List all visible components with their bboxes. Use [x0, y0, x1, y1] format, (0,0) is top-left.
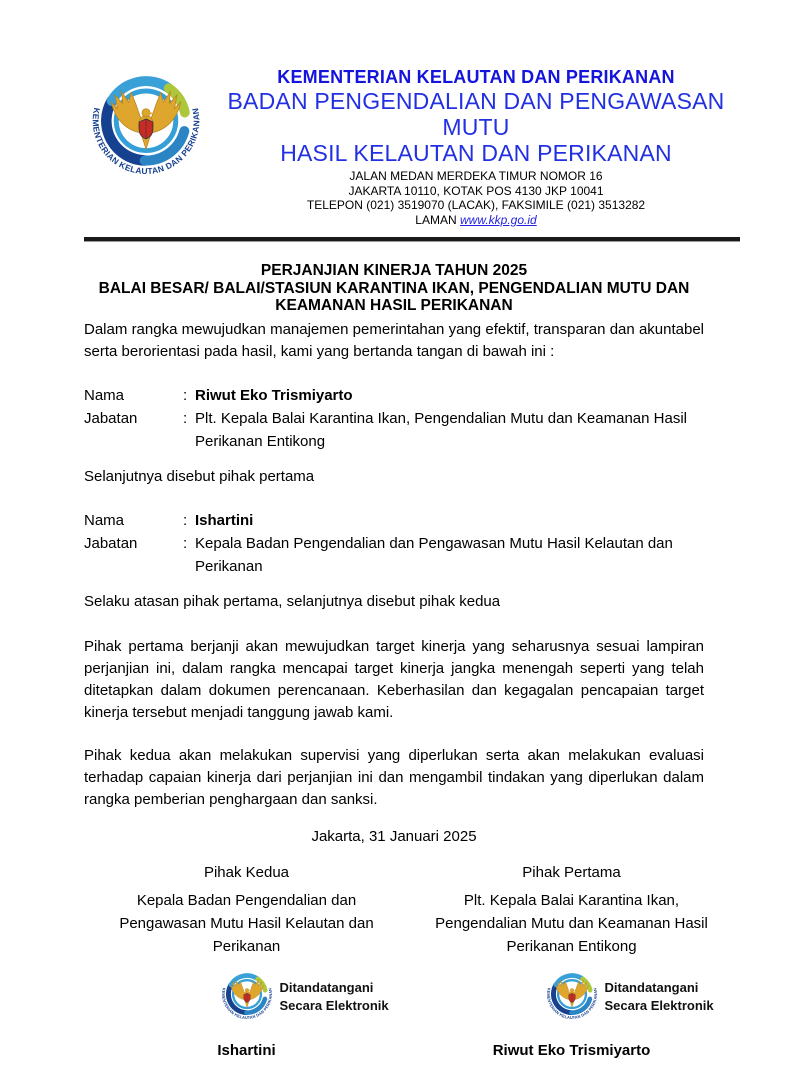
second-party-signature — [84, 864, 409, 1059]
supervision-paragraph: Pihak kedua akan melakukan supervisi yang diperlukan serta akan melakukan evaluasi terhadap capaian kinerja dari perjanjian ini dan mengambil tindakan yang diperlukan dalam rangka pemberian penghargaan dan sanksi. — [84, 746, 704, 808]
address-line2: JAKARTA 10110, KOTAK POS 4130 JKP 10041 — [348, 183, 604, 198]
electronic-signature-stamp — [84, 968, 409, 1028]
party-first-block — [84, 384, 704, 453]
kkp-logo-image — [543, 968, 601, 1026]
name-row — [84, 384, 704, 407]
stamp-line2: Secara Elektronik — [604, 997, 714, 1013]
party-second-block — [84, 509, 704, 578]
document-body — [84, 262, 704, 811]
agency-name-line2: HASIL KELAUTAN DAN PERIKANAN — [280, 140, 672, 166]
address-line1: JALAN MEDAN MERDEKA TIMUR NOMOR 16 — [349, 169, 603, 183]
kkp-logo — [218, 968, 276, 1026]
position-row — [84, 532, 704, 578]
agency-name-line1: BADAN PENGENDALIAN DAN PENGAWASAN MUTU — [227, 88, 725, 140]
second-party-position: Kepala Badan Pengendalian dan Pengawasan Mutu Hasil Kelautan dan Perikanan — [195, 534, 673, 575]
kkp-logo-image — [218, 968, 276, 1026]
first-party-position: Plt. Kepala Balai Karantina Ikan, Pengendalian Mutu dan Keamanan Hasil Perikanan Entikong — [195, 409, 687, 450]
signer-name: Ishartini — [217, 1041, 276, 1059]
electronic-signature-stamp — [409, 968, 734, 1028]
kkp-logo — [543, 968, 601, 1026]
signature-position: Kepala Badan Pengendalian dan Pengawasan Mutu Hasil Kelautan dan Perikanan — [119, 891, 374, 955]
kkp-logo — [84, 64, 212, 189]
place-date-line: Jakarta, 31 Januari 2025 — [311, 827, 477, 845]
position-label: Jabatan — [84, 534, 138, 552]
separator: : — [183, 409, 188, 427]
separator: : — [183, 534, 188, 552]
second-party-name: Ishartini — [195, 511, 254, 529]
name-label: Nama — [84, 511, 125, 529]
first-party-note: Selanjutnya disebut pihak pertama — [84, 467, 315, 485]
signer-name: Riwut Eko Trismiyarto — [492, 1041, 651, 1059]
first-party-name: Riwut Eko Trismiyarto — [195, 386, 353, 404]
letterhead-text — [212, 64, 740, 227]
letterhead — [84, 64, 740, 227]
signature-position: Plt. Kepala Balai Karantina Ikan, Pengendalian Mutu dan Keamanan Hasil Perikanan Entikong — [435, 891, 708, 955]
position-label: Jabatan — [84, 409, 138, 427]
commitment-paragraph: Pihak pertama berjanji akan mewujudkan target kinerja yang seharusnya sesuai lampiran perjanjian ini, dalam rangka mencapai target kinerja jangka menengah seperti yang telah ditetapkan dalam dokumen perencanaan. Keberhasilan dan kegagalan pencapaian target kinerja tersebut menjadi tanggung jawab kami. — [84, 637, 704, 721]
title-line1: PERJANJIAN KINERJA TAHUN 2025 — [260, 262, 528, 280]
name-row — [84, 509, 704, 532]
address-line3: TELEPON (021) 3519070 (LACAK), FAKSIMILE (021) 3513282 — [306, 198, 646, 213]
second-party-note: Selaku atasan pihak pertama, selanjutnya disebut pihak kedua — [84, 592, 501, 610]
stamp-line2: Secara Elektronik — [279, 997, 389, 1013]
signature-section — [84, 828, 734, 1059]
stamp-line1: Ditandatangani — [279, 979, 374, 995]
website-label: LAMAN — [415, 212, 460, 227]
letterhead-divider — [84, 237, 740, 241]
title-line2: BALAI BESAR/ BALAI/STASIUN KARANTINA IKAN, PENGENDALIAN MUTU DAN KEAMANAN HASIL PERIKANAN — [98, 279, 690, 315]
separator: : — [183, 386, 188, 404]
document-title — [84, 262, 704, 315]
signature-role: Pihak Kedua — [203, 863, 290, 881]
website-line — [212, 213, 740, 228]
intro-paragraph: Dalam rangka mewujudkan manajemen pemerintahan yang efektif, transparan dan akuntabel serta berorientasi pada hasil, kami yang bertanda tangan di bawah ini : — [84, 320, 704, 360]
ministry-name: KEMENTERIAN KELAUTAN DAN PERIKANAN — [277, 67, 675, 87]
website-link[interactable]: www.kkp.go.id — [459, 212, 537, 227]
signature-role: Pihak Pertama — [522, 863, 621, 881]
first-party-signature — [409, 864, 734, 1059]
name-label: Nama — [84, 386, 125, 404]
stamp-text — [605, 979, 714, 1015]
stamp-line1: Ditandatangani — [604, 979, 699, 995]
kkp-logo-image — [84, 65, 208, 189]
separator: : — [183, 511, 188, 529]
stamp-text — [280, 979, 389, 1015]
position-row — [84, 407, 704, 453]
